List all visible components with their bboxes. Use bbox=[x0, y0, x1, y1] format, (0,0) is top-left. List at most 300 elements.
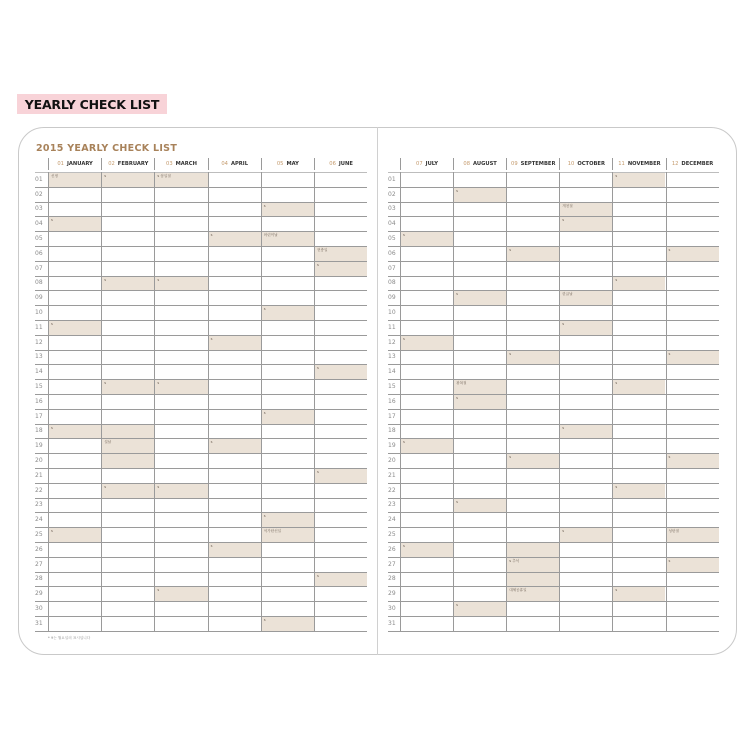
marked-day-cell[interactable] bbox=[559, 290, 612, 305]
day-label: 26 bbox=[35, 545, 43, 553]
marked-day-cell[interactable] bbox=[154, 483, 207, 498]
day-label: 24 bbox=[388, 516, 396, 524]
marked-day-cell[interactable] bbox=[559, 424, 612, 439]
day-note: s 추석 bbox=[509, 558, 520, 563]
day-label: 23 bbox=[388, 501, 396, 509]
column-divider bbox=[400, 172, 401, 631]
marked-day-cell[interactable] bbox=[208, 438, 261, 453]
day-label: 18 bbox=[388, 427, 396, 435]
day-note: s bbox=[668, 248, 671, 252]
marked-day-cell[interactable] bbox=[453, 394, 506, 409]
day-note: s bbox=[157, 484, 160, 489]
day-label: 13 bbox=[35, 353, 43, 361]
marked-day-cell[interactable] bbox=[506, 350, 559, 365]
day-note: s bbox=[210, 233, 213, 238]
row-divider bbox=[35, 350, 367, 351]
row-divider bbox=[388, 512, 719, 513]
column-divider bbox=[101, 172, 102, 631]
marked-day-cell[interactable] bbox=[506, 572, 559, 587]
day-label: 10 bbox=[35, 309, 43, 317]
row-divider bbox=[35, 498, 367, 499]
month-header-june bbox=[314, 158, 367, 170]
column-divider bbox=[154, 172, 155, 631]
day-note: 신정 bbox=[51, 174, 58, 178]
day-note: s bbox=[456, 188, 458, 193]
day-note: s bbox=[509, 248, 512, 252]
month-name: MAY bbox=[286, 161, 299, 167]
marked-day-cell[interactable] bbox=[666, 350, 719, 365]
day-note: 석가탄신일 bbox=[263, 529, 282, 534]
marked-day-cell[interactable] bbox=[208, 231, 261, 246]
row-divider bbox=[388, 261, 719, 262]
day-note: s bbox=[317, 366, 319, 371]
month-number: 07 bbox=[416, 161, 423, 167]
day-label: 17 bbox=[388, 412, 396, 420]
row-divider bbox=[35, 512, 367, 513]
day-note: s bbox=[403, 336, 405, 341]
row-divider bbox=[35, 409, 367, 410]
marked-day-cell[interactable] bbox=[506, 586, 559, 601]
day-note: s bbox=[51, 322, 53, 326]
day-label: 02 bbox=[388, 190, 396, 198]
day-note: s bbox=[668, 558, 671, 563]
marked-day-cell[interactable] bbox=[314, 261, 367, 276]
row-divider bbox=[35, 290, 367, 291]
day-label: 07 bbox=[35, 264, 43, 272]
day-label: 09 bbox=[35, 294, 43, 302]
marked-day-cell[interactable] bbox=[48, 320, 101, 335]
header-divider bbox=[35, 172, 367, 173]
banner-title: YEARLY CHECK LIST bbox=[24, 96, 160, 112]
month-header-december bbox=[666, 158, 719, 170]
month-number: 04 bbox=[221, 161, 228, 167]
row-divider bbox=[35, 483, 367, 484]
month-header-february bbox=[101, 158, 154, 170]
row-divider bbox=[388, 320, 719, 321]
day-label: 08 bbox=[35, 279, 43, 287]
row-divider bbox=[35, 586, 367, 587]
row-divider bbox=[388, 483, 719, 484]
day-note: s bbox=[317, 262, 319, 267]
month-name: OCTOBER bbox=[577, 161, 605, 167]
day-label: 09 bbox=[388, 294, 396, 302]
row-divider bbox=[388, 231, 719, 232]
marked-day-cell[interactable] bbox=[400, 335, 453, 350]
day-note: s bbox=[509, 351, 512, 356]
day-note: 개천절 bbox=[562, 203, 573, 208]
marked-day-cell[interactable] bbox=[101, 172, 154, 187]
day-note: s bbox=[210, 440, 213, 445]
column-divider bbox=[506, 172, 507, 631]
day-note: s bbox=[615, 381, 618, 386]
row-divider bbox=[388, 572, 719, 573]
day-note: 한글날 bbox=[562, 292, 573, 297]
month-number: 02 bbox=[108, 161, 115, 167]
month-number: 06 bbox=[329, 161, 336, 167]
marked-day-cell[interactable] bbox=[154, 379, 207, 394]
row-divider bbox=[35, 438, 367, 439]
month-name: JUNE bbox=[338, 161, 353, 167]
month-name: JULY bbox=[425, 161, 439, 167]
day-label: 28 bbox=[35, 575, 43, 583]
row-divider bbox=[35, 468, 367, 469]
day-label: 18 bbox=[35, 427, 43, 435]
day-note: s bbox=[263, 618, 266, 622]
marked-day-cell[interactable] bbox=[101, 276, 154, 291]
day-label: 21 bbox=[388, 471, 396, 479]
day-note: s bbox=[456, 603, 458, 608]
row-divider bbox=[35, 364, 367, 365]
month-header-july bbox=[400, 158, 453, 170]
marked-day-cell[interactable] bbox=[666, 527, 719, 542]
day-label: 20 bbox=[35, 457, 43, 465]
marked-day-cell[interactable] bbox=[101, 483, 154, 498]
column-divider bbox=[208, 172, 209, 631]
day-note: s bbox=[263, 307, 266, 312]
month-number: 11 bbox=[618, 161, 625, 167]
marked-day-cell[interactable] bbox=[400, 231, 453, 246]
day-note: s bbox=[615, 588, 618, 593]
day-note: s bbox=[456, 396, 458, 400]
month-header-november bbox=[612, 158, 665, 170]
row-divider bbox=[388, 453, 719, 454]
yearly-check-list-banner bbox=[17, 94, 167, 114]
row-divider bbox=[388, 409, 719, 410]
day-note: 대체공휴일 bbox=[509, 588, 527, 593]
day-note: s bbox=[263, 514, 266, 519]
row-divider bbox=[388, 498, 719, 499]
day-note: s bbox=[403, 233, 405, 238]
day-label: 25 bbox=[388, 531, 396, 539]
row-divider bbox=[35, 572, 367, 573]
page-title: 2015 YEARLY CHECK LIST bbox=[36, 143, 178, 154]
footnote: * 9는 월요일의 표시입니다 bbox=[48, 636, 91, 640]
day-label: 16 bbox=[35, 397, 43, 405]
day-label: 29 bbox=[35, 590, 43, 598]
marked-day-cell[interactable] bbox=[208, 542, 261, 557]
column-divider bbox=[453, 172, 454, 631]
day-label: 25 bbox=[35, 531, 43, 539]
marked-day-cell[interactable] bbox=[101, 379, 154, 394]
day-label: 15 bbox=[35, 383, 43, 391]
row-divider bbox=[35, 320, 367, 321]
row-divider bbox=[35, 616, 367, 617]
day-label: 28 bbox=[388, 575, 396, 583]
month-name: APRIL bbox=[230, 161, 249, 167]
month-number: 10 bbox=[567, 161, 575, 167]
day-label: 11 bbox=[35, 323, 43, 331]
day-label: 30 bbox=[388, 605, 396, 613]
row-divider bbox=[388, 276, 719, 277]
row-divider bbox=[35, 202, 367, 203]
day-note: s bbox=[615, 174, 618, 178]
row-divider bbox=[388, 438, 719, 439]
day-note: s bbox=[317, 573, 319, 578]
row-divider bbox=[388, 631, 719, 632]
marked-day-cell[interactable] bbox=[506, 453, 559, 468]
marked-day-cell[interactable] bbox=[48, 527, 101, 542]
row-divider bbox=[388, 290, 719, 291]
marked-day-cell[interactable] bbox=[453, 187, 506, 202]
day-note: s bbox=[562, 425, 565, 430]
month-name: JANUARY bbox=[66, 161, 93, 167]
day-label: 26 bbox=[388, 545, 396, 553]
marked-day-cell[interactable] bbox=[154, 276, 207, 291]
day-note: s bbox=[668, 351, 671, 356]
marked-day-cell[interactable] bbox=[666, 246, 719, 261]
day-label: 08 bbox=[388, 279, 396, 287]
row-divider bbox=[35, 276, 367, 277]
marked-day-cell[interactable] bbox=[559, 202, 612, 217]
day-label: 14 bbox=[388, 368, 396, 376]
marked-day-cell[interactable] bbox=[506, 246, 559, 261]
row-divider bbox=[35, 424, 367, 425]
row-divider bbox=[388, 527, 719, 528]
day-label: 27 bbox=[388, 560, 396, 568]
marked-day-cell[interactable] bbox=[559, 527, 612, 542]
marked-day-cell[interactable] bbox=[453, 601, 506, 616]
marked-day-cell[interactable] bbox=[453, 379, 506, 394]
row-divider bbox=[35, 557, 367, 558]
row-divider bbox=[35, 216, 367, 217]
marked-day-cell[interactable] bbox=[101, 424, 154, 439]
marked-day-cell[interactable] bbox=[101, 438, 154, 453]
day-note: 현충일 bbox=[317, 248, 328, 252]
day-note: s bbox=[615, 277, 618, 282]
marked-day-cell[interactable] bbox=[506, 542, 559, 557]
marked-day-cell[interactable] bbox=[612, 586, 665, 601]
column-divider bbox=[48, 172, 49, 631]
row-divider bbox=[388, 364, 719, 365]
month-number: 01 bbox=[57, 161, 64, 167]
marked-day-cell[interactable] bbox=[261, 409, 314, 424]
marked-day-cell[interactable] bbox=[400, 542, 453, 557]
day-label: 24 bbox=[35, 516, 43, 524]
day-note: s bbox=[403, 440, 405, 445]
row-divider bbox=[388, 379, 719, 380]
row-divider bbox=[35, 231, 367, 232]
day-label: 06 bbox=[388, 249, 396, 257]
row-divider bbox=[388, 335, 719, 336]
month-header-march bbox=[154, 158, 207, 170]
row-divider bbox=[35, 601, 367, 602]
day-label: 23 bbox=[35, 501, 43, 509]
row-divider bbox=[388, 542, 719, 543]
day-note: s bbox=[157, 381, 160, 386]
row-divider bbox=[35, 631, 367, 632]
day-note: s bbox=[104, 381, 107, 386]
row-divider bbox=[35, 394, 367, 395]
marked-day-cell[interactable] bbox=[261, 616, 314, 631]
marked-day-cell[interactable] bbox=[559, 216, 612, 231]
day-note: 성탄절 bbox=[668, 529, 679, 534]
month-name: SEPTEMBER bbox=[520, 161, 556, 167]
day-label: 03 bbox=[388, 205, 396, 213]
row-divider bbox=[388, 202, 719, 203]
month-header-august bbox=[453, 158, 506, 170]
row-divider bbox=[35, 261, 367, 262]
marked-day-cell[interactable] bbox=[559, 320, 612, 335]
day-note: 설날 bbox=[104, 440, 112, 445]
month-header-october bbox=[559, 158, 612, 170]
day-label: 06 bbox=[35, 249, 43, 257]
marked-day-cell[interactable] bbox=[400, 438, 453, 453]
header-divider bbox=[388, 172, 719, 173]
marked-day-cell[interactable] bbox=[314, 246, 367, 261]
day-label: 19 bbox=[35, 442, 43, 450]
month-name: MARCH bbox=[175, 161, 197, 167]
marked-day-cell[interactable] bbox=[666, 557, 719, 572]
marked-day-cell[interactable] bbox=[261, 202, 314, 217]
day-note: 어린이날 bbox=[263, 233, 278, 238]
marked-day-cell[interactable] bbox=[261, 512, 314, 527]
day-note: s bbox=[562, 218, 565, 223]
month-name: NOVEMBER bbox=[627, 161, 661, 167]
day-label: 01 bbox=[388, 175, 396, 183]
day-label: 11 bbox=[388, 323, 396, 331]
day-note: s bbox=[668, 455, 671, 460]
day-note: s bbox=[317, 470, 319, 474]
day-note: s bbox=[562, 322, 565, 326]
day-note: s bbox=[263, 410, 266, 415]
row-divider bbox=[388, 557, 719, 558]
column-divider bbox=[612, 172, 613, 631]
marked-day-cell[interactable] bbox=[48, 172, 101, 187]
column-divider bbox=[261, 172, 262, 631]
day-note: s bbox=[615, 484, 618, 489]
row-divider bbox=[388, 616, 719, 617]
marked-day-cell[interactable] bbox=[666, 453, 719, 468]
day-note: s bbox=[157, 588, 160, 593]
day-label: 04 bbox=[35, 220, 43, 228]
month-header-september bbox=[506, 158, 559, 170]
row-divider bbox=[388, 305, 719, 306]
month-header-january bbox=[48, 158, 101, 170]
marked-day-cell[interactable] bbox=[612, 276, 665, 291]
marked-day-cell[interactable] bbox=[612, 172, 665, 187]
marked-day-cell[interactable] bbox=[154, 586, 207, 601]
row-divider bbox=[35, 542, 367, 543]
marked-day-cell[interactable] bbox=[261, 305, 314, 320]
day-label: 22 bbox=[388, 486, 396, 494]
marked-day-cell[interactable] bbox=[154, 172, 207, 187]
row-divider bbox=[35, 187, 367, 188]
day-note: s bbox=[456, 292, 458, 297]
row-divider bbox=[388, 187, 719, 188]
day-label: 14 bbox=[35, 368, 43, 376]
day-label: 07 bbox=[388, 264, 396, 272]
row-divider bbox=[388, 601, 719, 602]
day-note: s bbox=[104, 174, 107, 178]
row-divider bbox=[35, 453, 367, 454]
row-divider bbox=[388, 468, 719, 469]
row-divider bbox=[388, 586, 719, 587]
marked-day-cell[interactable] bbox=[48, 424, 101, 439]
day-label: 20 bbox=[388, 457, 396, 465]
day-label: 15 bbox=[388, 383, 396, 391]
marked-day-cell[interactable] bbox=[101, 453, 154, 468]
marked-day-cell[interactable] bbox=[453, 290, 506, 305]
marked-day-cell[interactable] bbox=[208, 335, 261, 350]
day-label: 16 bbox=[388, 397, 396, 405]
row-divider bbox=[35, 246, 367, 247]
month-number: 08 bbox=[463, 161, 471, 167]
month-number: 12 bbox=[671, 161, 679, 167]
day-note: s bbox=[51, 529, 53, 534]
row-divider bbox=[35, 335, 367, 336]
day-label: 12 bbox=[35, 338, 43, 346]
day-note: s bbox=[210, 544, 213, 548]
day-label: 17 bbox=[35, 412, 43, 420]
day-label: 22 bbox=[35, 486, 43, 494]
day-note: s bbox=[263, 203, 266, 208]
row-divider bbox=[388, 350, 719, 351]
day-label: 04 bbox=[388, 220, 396, 228]
marked-day-cell[interactable] bbox=[612, 379, 665, 394]
month-header-april bbox=[208, 158, 261, 170]
day-label: 03 bbox=[35, 205, 43, 213]
row-divider bbox=[388, 394, 719, 395]
row-divider bbox=[388, 424, 719, 425]
day-label: 12 bbox=[388, 338, 396, 346]
marked-day-cell[interactable] bbox=[261, 527, 314, 542]
row-divider bbox=[35, 379, 367, 380]
day-label: 31 bbox=[35, 619, 43, 627]
column-divider bbox=[559, 172, 560, 631]
day-note: s bbox=[51, 218, 53, 223]
day-label: 27 bbox=[35, 560, 43, 568]
marked-day-cell[interactable] bbox=[612, 483, 665, 498]
row-divider bbox=[35, 527, 367, 528]
day-note: s bbox=[456, 499, 458, 504]
day-label: 13 bbox=[388, 353, 396, 361]
marked-day-cell[interactable] bbox=[261, 231, 314, 246]
row-divider bbox=[388, 246, 719, 247]
month-number: 05 bbox=[276, 161, 284, 167]
column-divider bbox=[314, 172, 315, 631]
day-label: 10 bbox=[388, 309, 396, 317]
day-note: s 삼일절 bbox=[157, 174, 171, 178]
day-label: 05 bbox=[388, 235, 396, 243]
day-note: s bbox=[104, 277, 107, 282]
month-header-may bbox=[261, 158, 314, 170]
day-note: s bbox=[562, 529, 565, 534]
marked-day-cell[interactable] bbox=[314, 364, 367, 379]
month-name: DECEMBER bbox=[681, 161, 714, 167]
column-divider bbox=[666, 172, 667, 631]
day-note: s bbox=[509, 455, 512, 460]
month-name: FEBRUARY bbox=[117, 161, 149, 167]
day-note: s bbox=[210, 336, 213, 341]
marked-day-cell[interactable] bbox=[453, 498, 506, 513]
day-label: 02 bbox=[35, 190, 43, 198]
month-number: 09 bbox=[511, 161, 518, 167]
day-label: 19 bbox=[388, 442, 396, 450]
marked-day-cell[interactable] bbox=[506, 557, 559, 572]
day-note: 광복절 bbox=[456, 381, 467, 386]
day-label: 31 bbox=[388, 619, 396, 627]
marked-day-cell[interactable] bbox=[48, 216, 101, 231]
marked-day-cell[interactable] bbox=[314, 572, 367, 587]
day-note: s bbox=[157, 277, 160, 282]
month-name: AUGUST bbox=[473, 161, 497, 167]
page-binding-divider bbox=[377, 127, 378, 655]
marked-day-cell[interactable] bbox=[314, 468, 367, 483]
day-note: s bbox=[403, 544, 405, 548]
row-divider bbox=[388, 216, 719, 217]
day-note: s bbox=[51, 425, 53, 430]
day-label: 05 bbox=[35, 235, 43, 243]
